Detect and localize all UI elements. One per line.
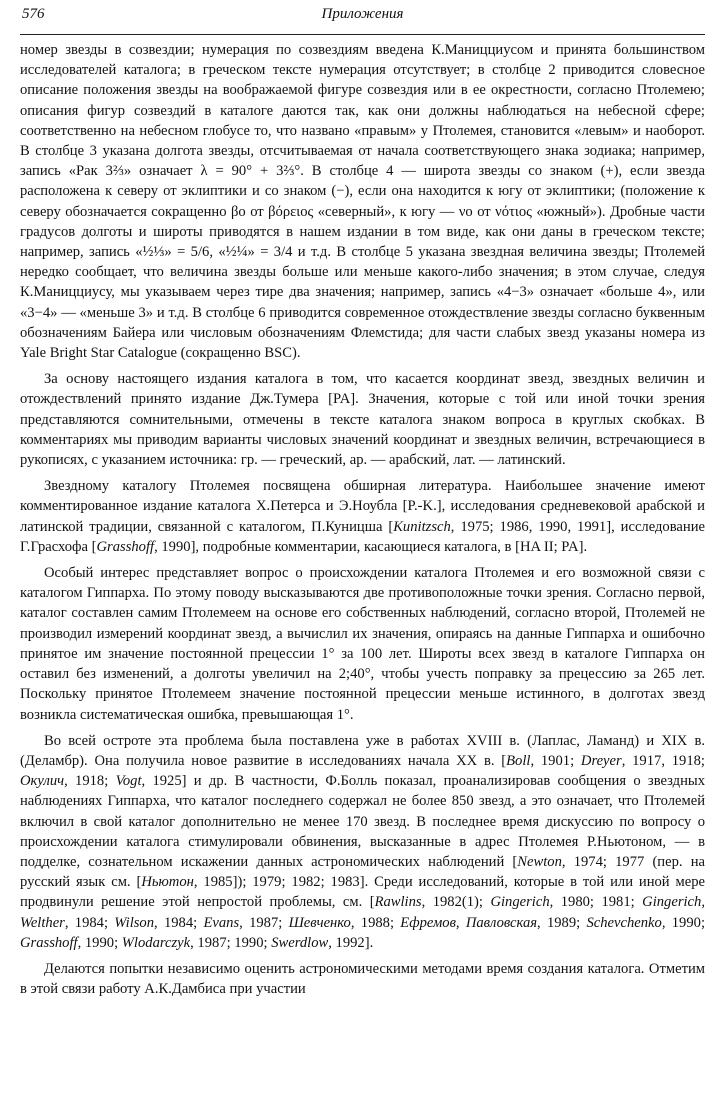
text-segment: , 1990], подробные комментарии, касающиеся каталога, в [HA II; PA]. (154, 538, 588, 555)
citation-author: Swerdlow (271, 934, 329, 951)
text-segment: За основу настоящего издания каталога в том, что касается координат звезд, звездных величин и отождествлений принято издание Дж.Тумера [PA]. Значения, которые с той или иной точки зрения представляются сомнительными, отмечены в тексте каталога знаком вопроса в круглых скобках. В комментариях мы приводим варианты числовых значений координат и звездных величин, встречающиеся в рукописях, с указанием источника: гр. — греческий, ар. — арабский, лат. — латинский. (20, 371, 705, 469)
running-head: Приложения (321, 6, 404, 22)
citation-author: Dreyer (580, 752, 622, 769)
citation-author: Шевченко (288, 914, 351, 931)
citation-author: Gingerich (490, 894, 550, 911)
citation-author: Vogt (115, 773, 142, 790)
citation-author: Grasshoff (20, 934, 78, 951)
text-segment: , 1987; 1990; (190, 934, 272, 951)
citation-author: Kunitzsch (393, 518, 451, 535)
text-segment: , 1974; 1977 (пер. на русский язык см. [ (20, 853, 705, 891)
text-body (20, 40, 705, 1005)
text-segment: , 1925] и др. В частности, Ф.Болль показал, проанализировав сообщения о звездных наблюдениях Гиппарха, что каталог последнего содержал не более 850 звезд, а это означает, что Птолемей включил в свой каталог дополнительно не менее 170 звезд. В последнее время дискуссию по вопросу о происхождении каталога стимулировали обвинения, высказанные в адрес Птолемея Р.Ньютоном, — в подделке, сознательном искажении данных астрономических наблюдений [ (20, 773, 705, 870)
header-rule (20, 34, 705, 35)
text-segment: , 1980; 1981; (549, 894, 643, 911)
text-segment: , 1917, 1918; (621, 752, 705, 769)
text-segment: Делаются попытки независимо оценить астрономическими методами время создания каталога. Отметим в этой связи работу А.К.Дамбиса при участии (20, 960, 705, 998)
text-segment: , 1992]. (328, 934, 374, 951)
citation-author: Ефремов, Павловская (400, 914, 538, 931)
paragraph-catalog-columns (20, 40, 705, 363)
text-segment: , 1990; (77, 934, 122, 951)
citation-author: Окулич (20, 773, 65, 790)
page-number: 576 (22, 6, 45, 22)
citation-author: Rawlins (374, 894, 422, 911)
citation-author: Ньютон (141, 874, 194, 891)
paragraph-edition-basis (20, 369, 705, 470)
text-segment: Особый интерес представляет вопрос о происхождении каталога Птолемея и его возможной связи с каталогом Гиппарха. По этому поводу высказываются две противоположные точки зрения. Согласно первой, каталог составлен самим Птолемеем на основе его собственных наблюдений, согласно второй, Птолемей не производил измерений координат звезд, а вычислил их значения, опираясь на данные Гиппарха и ошибочно принятое им значение постоянной прецессии 1° за 100 лет. Широты всех звезд в каталоге Гиппарха он оставил без изменений, а долготы увеличил на 2;40°, чтобы учесть поправку за прецессию за 265 лет. Поскольку принятое Птолемеем значение постоянной прецессии меньше истинного, в долготах звезд возникла систематическая ошибка, превышающая 1°. (20, 565, 705, 723)
text-segment: , 1985]); 1979; 1982; 1983]. Среди исследований, которые в той или иной мере продвинули решение этой непростой проблемы, см. [ (20, 874, 705, 911)
text-segment: , 1984; (154, 914, 204, 931)
text-segment: номер звезды в созвездии; нумерация по созвездиям введена К.Маницциусом и принята большинством исследователей каталога; в греческом тексте нумерация отсутствует; в столбце 2 приводится словесное описание положения звезды на воображаемой фигуре созвездия или в ее окрестности, согласно Птолемею; описания фигур созвездий в каталоге даются так, как они должны наблюдаться на небесной сфере; соответственно на небесном глобусе то, что названо «правым» у Птолемея, становится «левым» и наоборот. В столбце 3 указана долгота звезды, отсчитываемая от начала соответствующего знака зодиака; например, запись «Рак 3⅔» означает λ = 90° + 3⅔°. В столбце 4 — широта звезды со знаком (+), если звезда расположена к северу от эклиптики и со знаком (−), если она находится к югу от эклиптики; (положение к северу обозначается сокращенно βо от βόρειος «северный», к югу — νο от νότιος «южный»). Дробные части градусов долготы и широты приводятся в нашем издании в том виде, как они даны в греческом тексте; например, запись «½⅓» = 5/6, «½¼» = 3/4 и т.д. В столбце 5 указана звездная величина звезды; Птолемей нередко сообщает, что величина звезды больше или меньше какого-либо значения; в этом случае, следуя К.Маницциусу, мы указываем через тире два значения; например, запись «4−3» означает «больше 4», или «3−4» — «меньше 3» и т.д. В столбце 6 приводится современное отождествление звезды согласно буквенным обозначениям Байера или числовым обозначениям Флемстида; для части слабых звезд указаны номера из Yale Bright Star Catalogue (сокращенно BSC). (20, 42, 705, 362)
citation-author: Wlodarczyk (121, 934, 191, 951)
text-segment: , 1984; (64, 914, 115, 931)
text-segment: , 1989; (537, 914, 587, 931)
citation-author: Gingerich, Welther (20, 894, 705, 931)
text-segment: Во всей остроте эта проблема была поставлена уже в работах XVIII в. (Лаплас, Ламанд) и XIX в. (Деламбр). Она получила новое развитие в исследованиях начала XX в. [ (20, 732, 705, 769)
text-segment: , 1918; (64, 773, 116, 790)
paragraph-dating-attempts (20, 959, 705, 999)
citation-author: Evans (203, 914, 240, 931)
text-segment: , 1901; (530, 752, 581, 769)
text-segment: , 1975; 1986, 1990, 1991], исследование Г.Грасхофа [ (20, 518, 705, 555)
citation-author: Newton (517, 853, 562, 870)
text-segment: , 1990; (661, 914, 705, 931)
text-segment: Звездному каталогу Птолемея посвящена обширная литература. Наибольшее значение имеют комментированное издание каталога Х.Петерса и Э.Ноубла [P.-K.], исследования средневековой арабской и латинской традиции, связанной с каталогом, П.Куницша [ (20, 478, 705, 535)
citation-author: Schevchenko (586, 914, 662, 931)
citation-author: Boll (506, 752, 531, 769)
text-segment: , 1982(1); (421, 894, 491, 911)
paragraph-history-debate (20, 731, 705, 953)
text-segment: , 1987; (239, 914, 289, 931)
page-header (20, 2, 705, 28)
text-segment: , 1988; (350, 914, 401, 931)
paragraph-literature (20, 476, 705, 557)
citation-author: Wilson (114, 914, 155, 931)
paragraph-origin-question (20, 563, 705, 725)
citation-author: Grasshoff (96, 538, 155, 555)
